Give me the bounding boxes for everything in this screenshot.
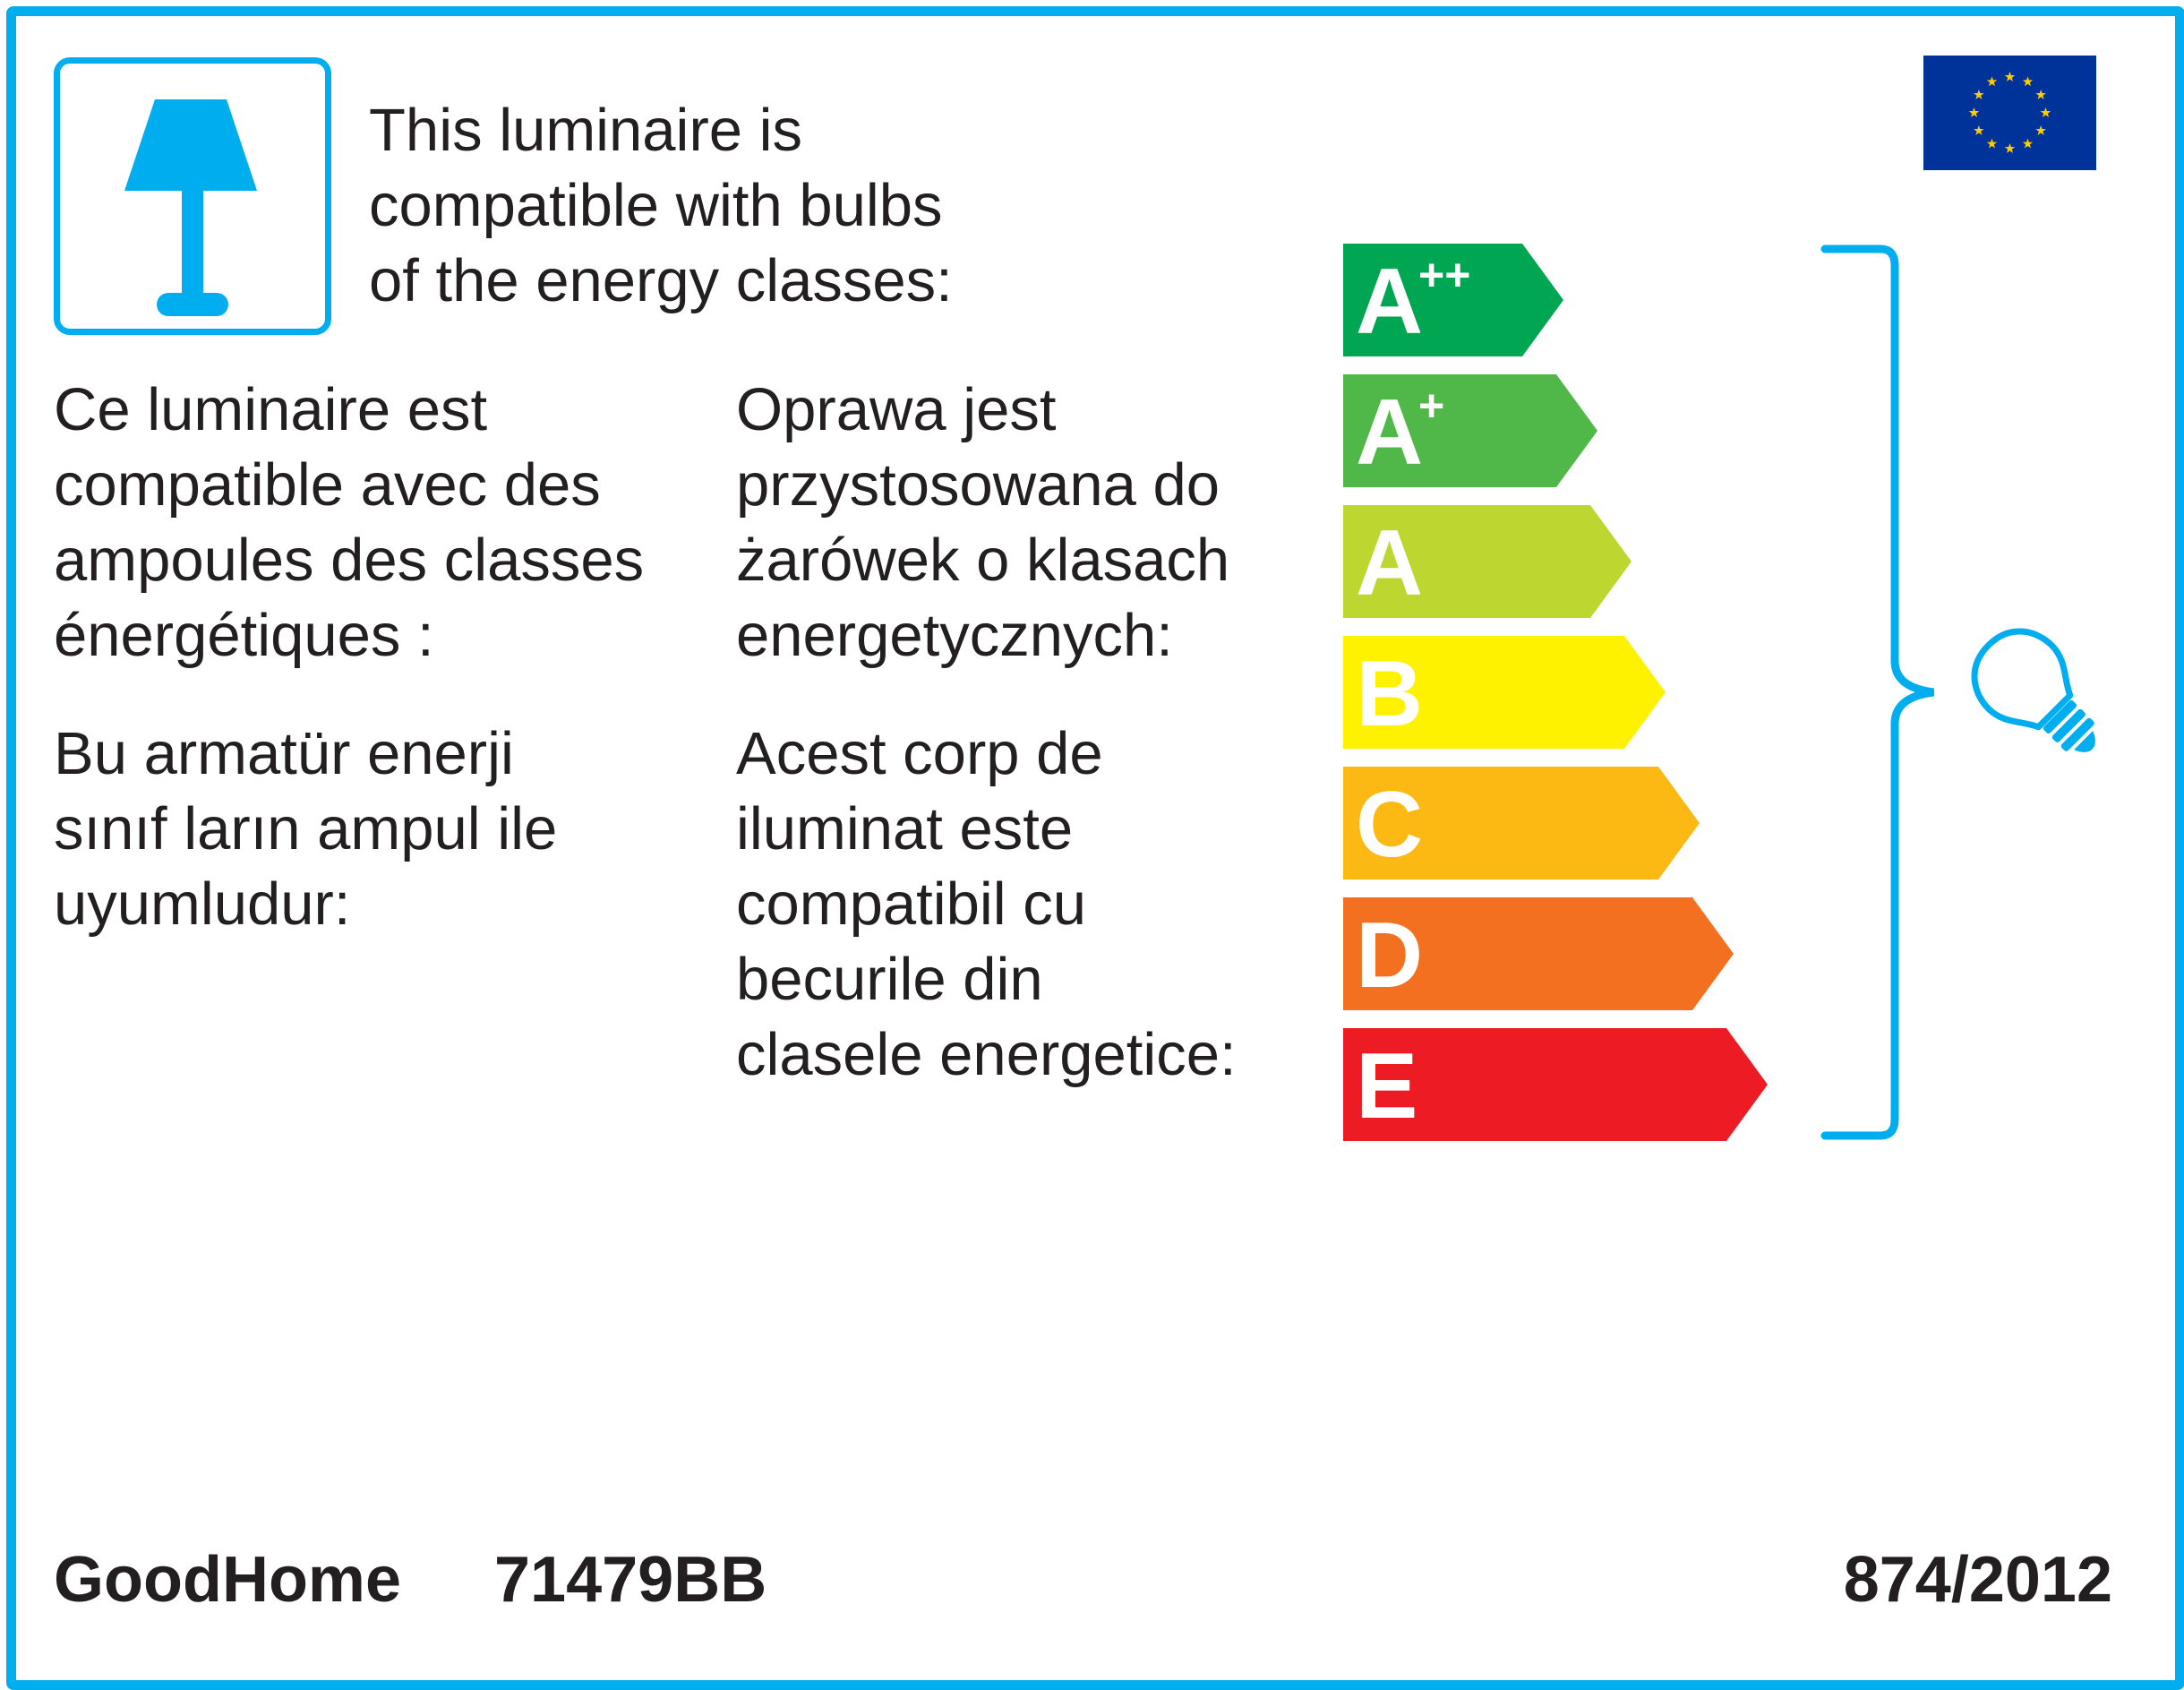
model-number: 71479BB (494, 1544, 767, 1616)
eu-star (2023, 76, 2033, 86)
energy-class-bar (1343, 244, 1563, 356)
eu-star (1974, 90, 1983, 99)
eu-star (2041, 107, 2051, 117)
energy-class-letter: D (1356, 904, 1424, 1008)
text-turkish: Bu armatür enerji sınıf ların ampul ile uyumludur: (54, 720, 558, 938)
light-bulb-icon (1952, 609, 2122, 779)
text-polish: Oprawa jest przystosowana do żarówek o klasach energetycznych: (736, 376, 1230, 669)
energy-class-letter: A (1356, 250, 1424, 354)
energy-class-superscript: + (1418, 381, 1445, 431)
table-lamp-icon (60, 64, 325, 329)
energy-class-letter: A (1356, 511, 1424, 615)
energy-class-bar (1343, 636, 1666, 749)
eu-star (1987, 139, 1997, 149)
energy-class-letter: B (1356, 642, 1424, 746)
energy-class-letter: C (1356, 773, 1424, 877)
eu-star (2023, 139, 2033, 149)
energy-class-bar (1343, 374, 1597, 487)
eu-star (1969, 107, 1979, 117)
energy-class-bar (1343, 767, 1700, 879)
eu-star (1974, 125, 1983, 135)
text-romanian: Acest corp de iluminat este compatibil cu becurile din clasele energetice: (736, 720, 1237, 1088)
energy-class-superscript: ++ (1418, 250, 1471, 300)
curly-bracket-icon (1818, 242, 1934, 1143)
eu-star (2005, 72, 2015, 81)
energy-class-bar (1343, 505, 1632, 618)
eu-star (2005, 143, 2015, 153)
regulation-number: 874/2012 (1843, 1544, 2112, 1616)
text-french: Ce luminaire est compatible avec des ampoules des classes énergétiques : (54, 376, 645, 669)
energy-class-bar (1343, 1028, 1768, 1141)
brand-name: GoodHome (54, 1544, 401, 1616)
eu-star (2035, 125, 2045, 135)
energy-class-letter: A (1356, 381, 1424, 485)
eu-flag-icon (1923, 56, 2096, 170)
lamp-icon-box (54, 57, 331, 335)
energy-class-letter: E (1356, 1034, 1418, 1138)
energy-class-scale (1343, 244, 1791, 1148)
eu-star (1987, 76, 1997, 86)
energy-class-bar (1343, 897, 1734, 1010)
intro-text-en: This luminaire is compatible with bulbs of the energy classes: (369, 97, 953, 314)
eu-star (2035, 90, 2045, 99)
